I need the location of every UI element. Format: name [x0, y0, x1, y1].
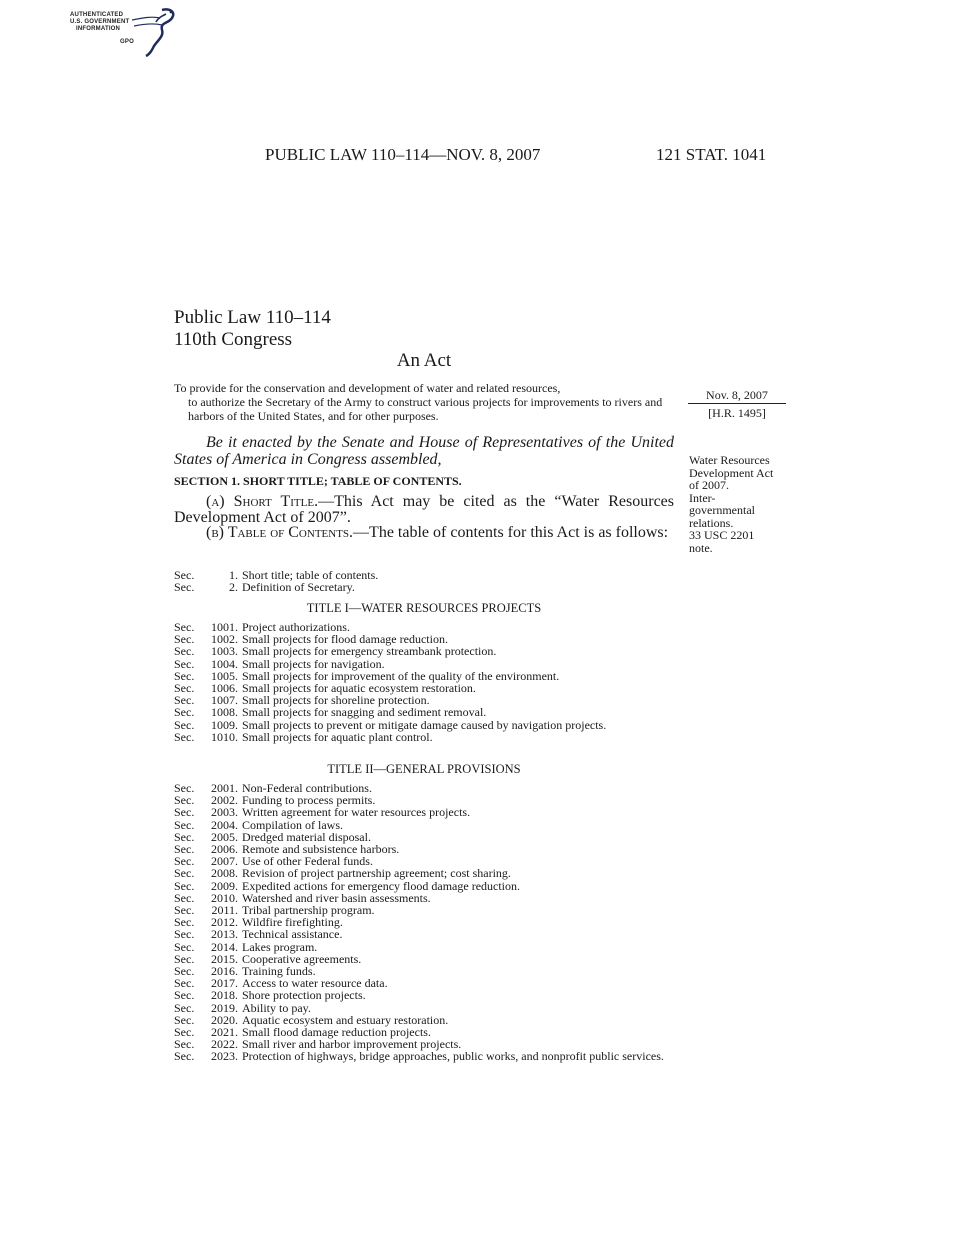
toc-sec-label: Sec.	[174, 568, 195, 582]
short-title-label: (a) Short Title.	[206, 493, 319, 510]
toc-entry	[174, 989, 674, 1001]
toc-sec-number: 1001.	[211, 620, 238, 634]
toc-sec-number: 2015.	[211, 951, 238, 966]
toc-sec-number: 2001.	[211, 781, 238, 795]
toc-sec-label: Sec.	[174, 1025, 195, 1040]
short-title-paragraph	[174, 494, 674, 526]
margin-notes	[689, 454, 789, 554]
toc-sec-label: Sec.	[174, 805, 195, 820]
toc-sec-number: 2022.	[211, 1037, 238, 1052]
margin-note: Development Act	[689, 465, 774, 480]
running-header-law: PUBLIC LAW 110–114—NOV. 8, 2007	[265, 145, 541, 164]
toc-entry	[174, 867, 674, 879]
toc-sec-title: Cooperative agreements.	[242, 951, 362, 966]
toc-sec-number: 2005.	[211, 829, 238, 844]
toc-sec-label: Sec.	[174, 951, 195, 966]
toc-sec-number: 2019.	[211, 1000, 238, 1015]
toc-sec-number: 1.	[229, 568, 238, 582]
toc-sec-number: 2012.	[211, 915, 238, 930]
toc-sec-label: Sec.	[174, 903, 195, 918]
toc-sec-title: Small projects to prevent or mitigate damage caused by navigation projects.	[242, 717, 607, 732]
toc-entry	[174, 706, 674, 718]
toc-sec-number: 1003.	[211, 644, 238, 659]
toc-sec-label: Sec.	[174, 632, 195, 647]
toc-intro-list	[174, 569, 674, 593]
toc-sec-label: Sec.	[174, 693, 195, 708]
toc-sec-number: 2013.	[211, 927, 238, 942]
toc-sec-title: Technical assistance.	[242, 927, 343, 942]
purpose-continuation: to authorize the Secretary of the Army to construct various projects for improvements to rivers and harbors of the United States, and for other purposes.	[188, 395, 663, 423]
margin-note: note.	[689, 540, 713, 555]
seal-line-4: GPO	[120, 39, 134, 45]
toc-sec-label: Sec.	[174, 717, 195, 732]
toc-entry	[174, 645, 674, 657]
toc-sec-label: Sec.	[174, 976, 195, 991]
toc-sec-title: Written agreement for water resources projects.	[242, 805, 471, 820]
toc-sec-label: Sec.	[174, 939, 195, 954]
toc-sec-title: Protection of highways, bridge approaches, public works, and nonprofit public services.	[242, 1049, 664, 1064]
toc-sec-label: Sec.	[174, 620, 195, 634]
toc-entry	[174, 928, 674, 940]
toc-sec-number: 1009.	[211, 717, 238, 732]
toc-sec-number: 1006.	[211, 681, 238, 696]
toc-entry	[174, 880, 674, 892]
date-divider	[688, 403, 786, 404]
toc-sec-label: Sec.	[174, 964, 195, 979]
toc-sec-label: Sec.	[174, 580, 195, 595]
toc-sec-label: Sec.	[174, 890, 195, 905]
gpo-authentication-seal	[70, 6, 180, 60]
toc-sec-title: Project authorizations.	[242, 620, 350, 634]
toc-sec-number: 1002.	[211, 632, 238, 647]
margin-note: Inter-	[689, 490, 716, 505]
toc-sec-title: Non-Federal contributions.	[242, 781, 372, 795]
toc-sec-title: Watershed and river basin assessments.	[242, 890, 431, 905]
act-heading: An Act	[396, 350, 452, 371]
toc-sec-number: 1005.	[211, 668, 238, 683]
toc-sec-label: Sec.	[174, 681, 195, 696]
toc-entry	[174, 819, 674, 831]
toc-sec-number: 2003.	[211, 805, 238, 820]
toc-sec-label: Sec.	[174, 988, 195, 1003]
title-1-heading: TITLE I—WATER RESOURCES PROJECTS	[306, 601, 542, 615]
toc-sec-number: 2010.	[211, 890, 238, 905]
toc-sec-title: Compilation of laws.	[242, 817, 343, 832]
toc-paragraph	[174, 525, 674, 541]
toc-sec-title: Small projects for snagging and sediment removal.	[242, 705, 487, 720]
toc-sec-number: 2017.	[211, 976, 238, 991]
toc-sec-title: Small flood damage reduction projects.	[242, 1025, 431, 1040]
enacting-clause: Be it enacted by the Senate and House of Representatives of the United States of America in Congress assembled,	[174, 434, 674, 468]
toc-sec-number: 1007.	[211, 693, 238, 708]
toc-sec-number: 2004.	[211, 817, 238, 832]
toc-sec-title: Small projects for aquatic ecosystem restoration.	[242, 681, 476, 696]
toc-sec-number: 2.	[229, 580, 238, 595]
toc-entry	[174, 731, 674, 743]
toc-sec-title: Small projects for shoreline protection.	[242, 693, 430, 708]
toc-sec-title: Definition of Secretary.	[242, 580, 355, 595]
toc-entry	[174, 1050, 674, 1062]
toc-sec-number: 2011.	[211, 903, 238, 918]
toc-entry	[174, 941, 674, 953]
toc-sec-title: Revision of project partnership agreement; cost sharing.	[242, 866, 511, 881]
toc-sec-title: Small projects for flood damage reduction.	[242, 632, 448, 647]
toc-sec-number: 2007.	[211, 854, 238, 869]
toc-sec-title: Small projects for navigation.	[242, 656, 385, 671]
toc-sec-label: Sec.	[174, 644, 195, 659]
title-2-heading: TITLE II—GENERAL PROVISIONS	[327, 762, 521, 776]
margin-note: 33 USC 2201	[689, 528, 755, 542]
toc-sec-label: Sec.	[174, 1012, 195, 1027]
enactment-date: Nov. 8, 2007	[706, 388, 768, 402]
toc-sec-title: Tribal partnership program.	[242, 903, 375, 918]
toc-sec-title: Wildfire firefighting.	[242, 915, 343, 930]
toc-sec-number: 2009.	[211, 878, 238, 893]
toc-sec-title: Use of other Federal funds.	[242, 854, 373, 869]
toc-sec-title: Training funds.	[242, 964, 316, 979]
toc-sec-label: Sec.	[174, 656, 195, 671]
toc-title-2-list	[174, 782, 674, 1063]
toc-sec-number: 2016.	[211, 964, 238, 979]
seal-line-2: U.S. GOVERNMENT	[70, 19, 130, 25]
toc-sec-title: Short title; table of contents.	[242, 568, 379, 582]
toc-sec-label: Sec.	[174, 781, 195, 795]
margin-note: Water Resources	[689, 453, 770, 467]
toc-sec-label: Sec.	[174, 927, 195, 942]
toc-sec-number: 1010.	[211, 729, 238, 744]
toc-sec-label: Sec.	[174, 729, 195, 744]
purpose-clause	[174, 381, 674, 423]
toc-sec-label: Sec.	[174, 854, 195, 869]
toc-sec-title: Aquatic ecosystem and estuary restoration.	[242, 1012, 449, 1027]
toc-entry	[174, 658, 674, 670]
margin-note: relations.	[689, 515, 734, 530]
toc-sec-label: Sec.	[174, 866, 195, 881]
toc-sec-title: Small projects for improvement of the quality of the environment.	[242, 668, 560, 683]
toc-sec-title: Lakes program.	[242, 939, 318, 954]
seal-line-3: INFORMATION	[76, 26, 121, 32]
toc-entry	[174, 719, 674, 731]
running-header-stat: 121 STAT. 1041	[656, 145, 767, 164]
toc-sec-number: 2020.	[211, 1012, 238, 1027]
bill-number: [H.R. 1495]	[708, 406, 766, 420]
toc-sec-title: Ability to pay.	[242, 1000, 311, 1015]
seal-line-1: AUTHENTICATED	[70, 12, 124, 18]
toc-sec-label: Sec.	[174, 915, 195, 930]
eagle-icon	[132, 6, 178, 60]
toc-sec-number: 2002.	[211, 793, 238, 808]
toc-sec-number: 1004.	[211, 656, 238, 671]
toc-sec-number: 2023.	[211, 1049, 238, 1064]
toc-sec-title: Remote and subsistence harbors.	[242, 842, 400, 857]
toc-sec-label: Sec.	[174, 1049, 195, 1064]
congress-label: 110th Congress	[174, 329, 293, 350]
toc-entry	[174, 581, 674, 593]
toc-sec-title: Dredged material disposal.	[242, 829, 371, 844]
toc-sec-label: Sec.	[174, 705, 195, 720]
toc-sec-number: 2008.	[211, 866, 238, 881]
toc-sec-label: Sec.	[174, 668, 195, 683]
toc-label: (b) Table of Contents.	[206, 524, 354, 541]
toc-sec-number: 1008.	[211, 705, 238, 720]
toc-sec-label: Sec.	[174, 1037, 195, 1052]
toc-sec-title: Funding to process permits.	[242, 793, 376, 808]
toc-sec-label: Sec.	[174, 817, 195, 832]
purpose-first-line: To provide for the conservation and development of water and related resources,	[174, 381, 561, 395]
toc-sec-title: Access to water resource data.	[242, 976, 388, 991]
toc-sec-title: Small projects for aquatic plant control.	[242, 729, 433, 744]
toc-sec-title: Shore protection projects.	[242, 988, 366, 1003]
margin-note: governmental	[689, 503, 755, 517]
short-title-text: —This Act may be cited as the “Water Resources Development Act of 2007”.	[174, 493, 675, 526]
toc-title-1-list	[174, 621, 674, 743]
toc-sec-label: Sec.	[174, 1000, 195, 1015]
law-number: Public Law 110–114	[174, 307, 331, 328]
toc-sec-number: 2014.	[211, 939, 238, 954]
toc-sec-number: 2018.	[211, 988, 238, 1003]
toc-sec-number: 2006.	[211, 842, 238, 857]
toc-entry	[174, 806, 674, 818]
toc-sec-label: Sec.	[174, 829, 195, 844]
toc-sec-title: Small projects for emergency streambank protection.	[242, 644, 497, 659]
toc-sec-title: Expedited actions for emergency flood damage reduction.	[242, 878, 521, 893]
toc-sec-label: Sec.	[174, 793, 195, 808]
toc-sec-label: Sec.	[174, 878, 195, 893]
toc-sec-label: Sec.	[174, 842, 195, 857]
section-heading: SECTION 1. SHORT TITLE; TABLE OF CONTENTS.	[174, 474, 462, 488]
margin-note: of 2007.	[689, 478, 729, 492]
toc-text: —The table of contents for this Act is as follows:	[353, 524, 669, 541]
toc-sec-number: 2021.	[211, 1025, 238, 1040]
toc-sec-title: Small river and harbor improvement projects.	[242, 1037, 462, 1052]
